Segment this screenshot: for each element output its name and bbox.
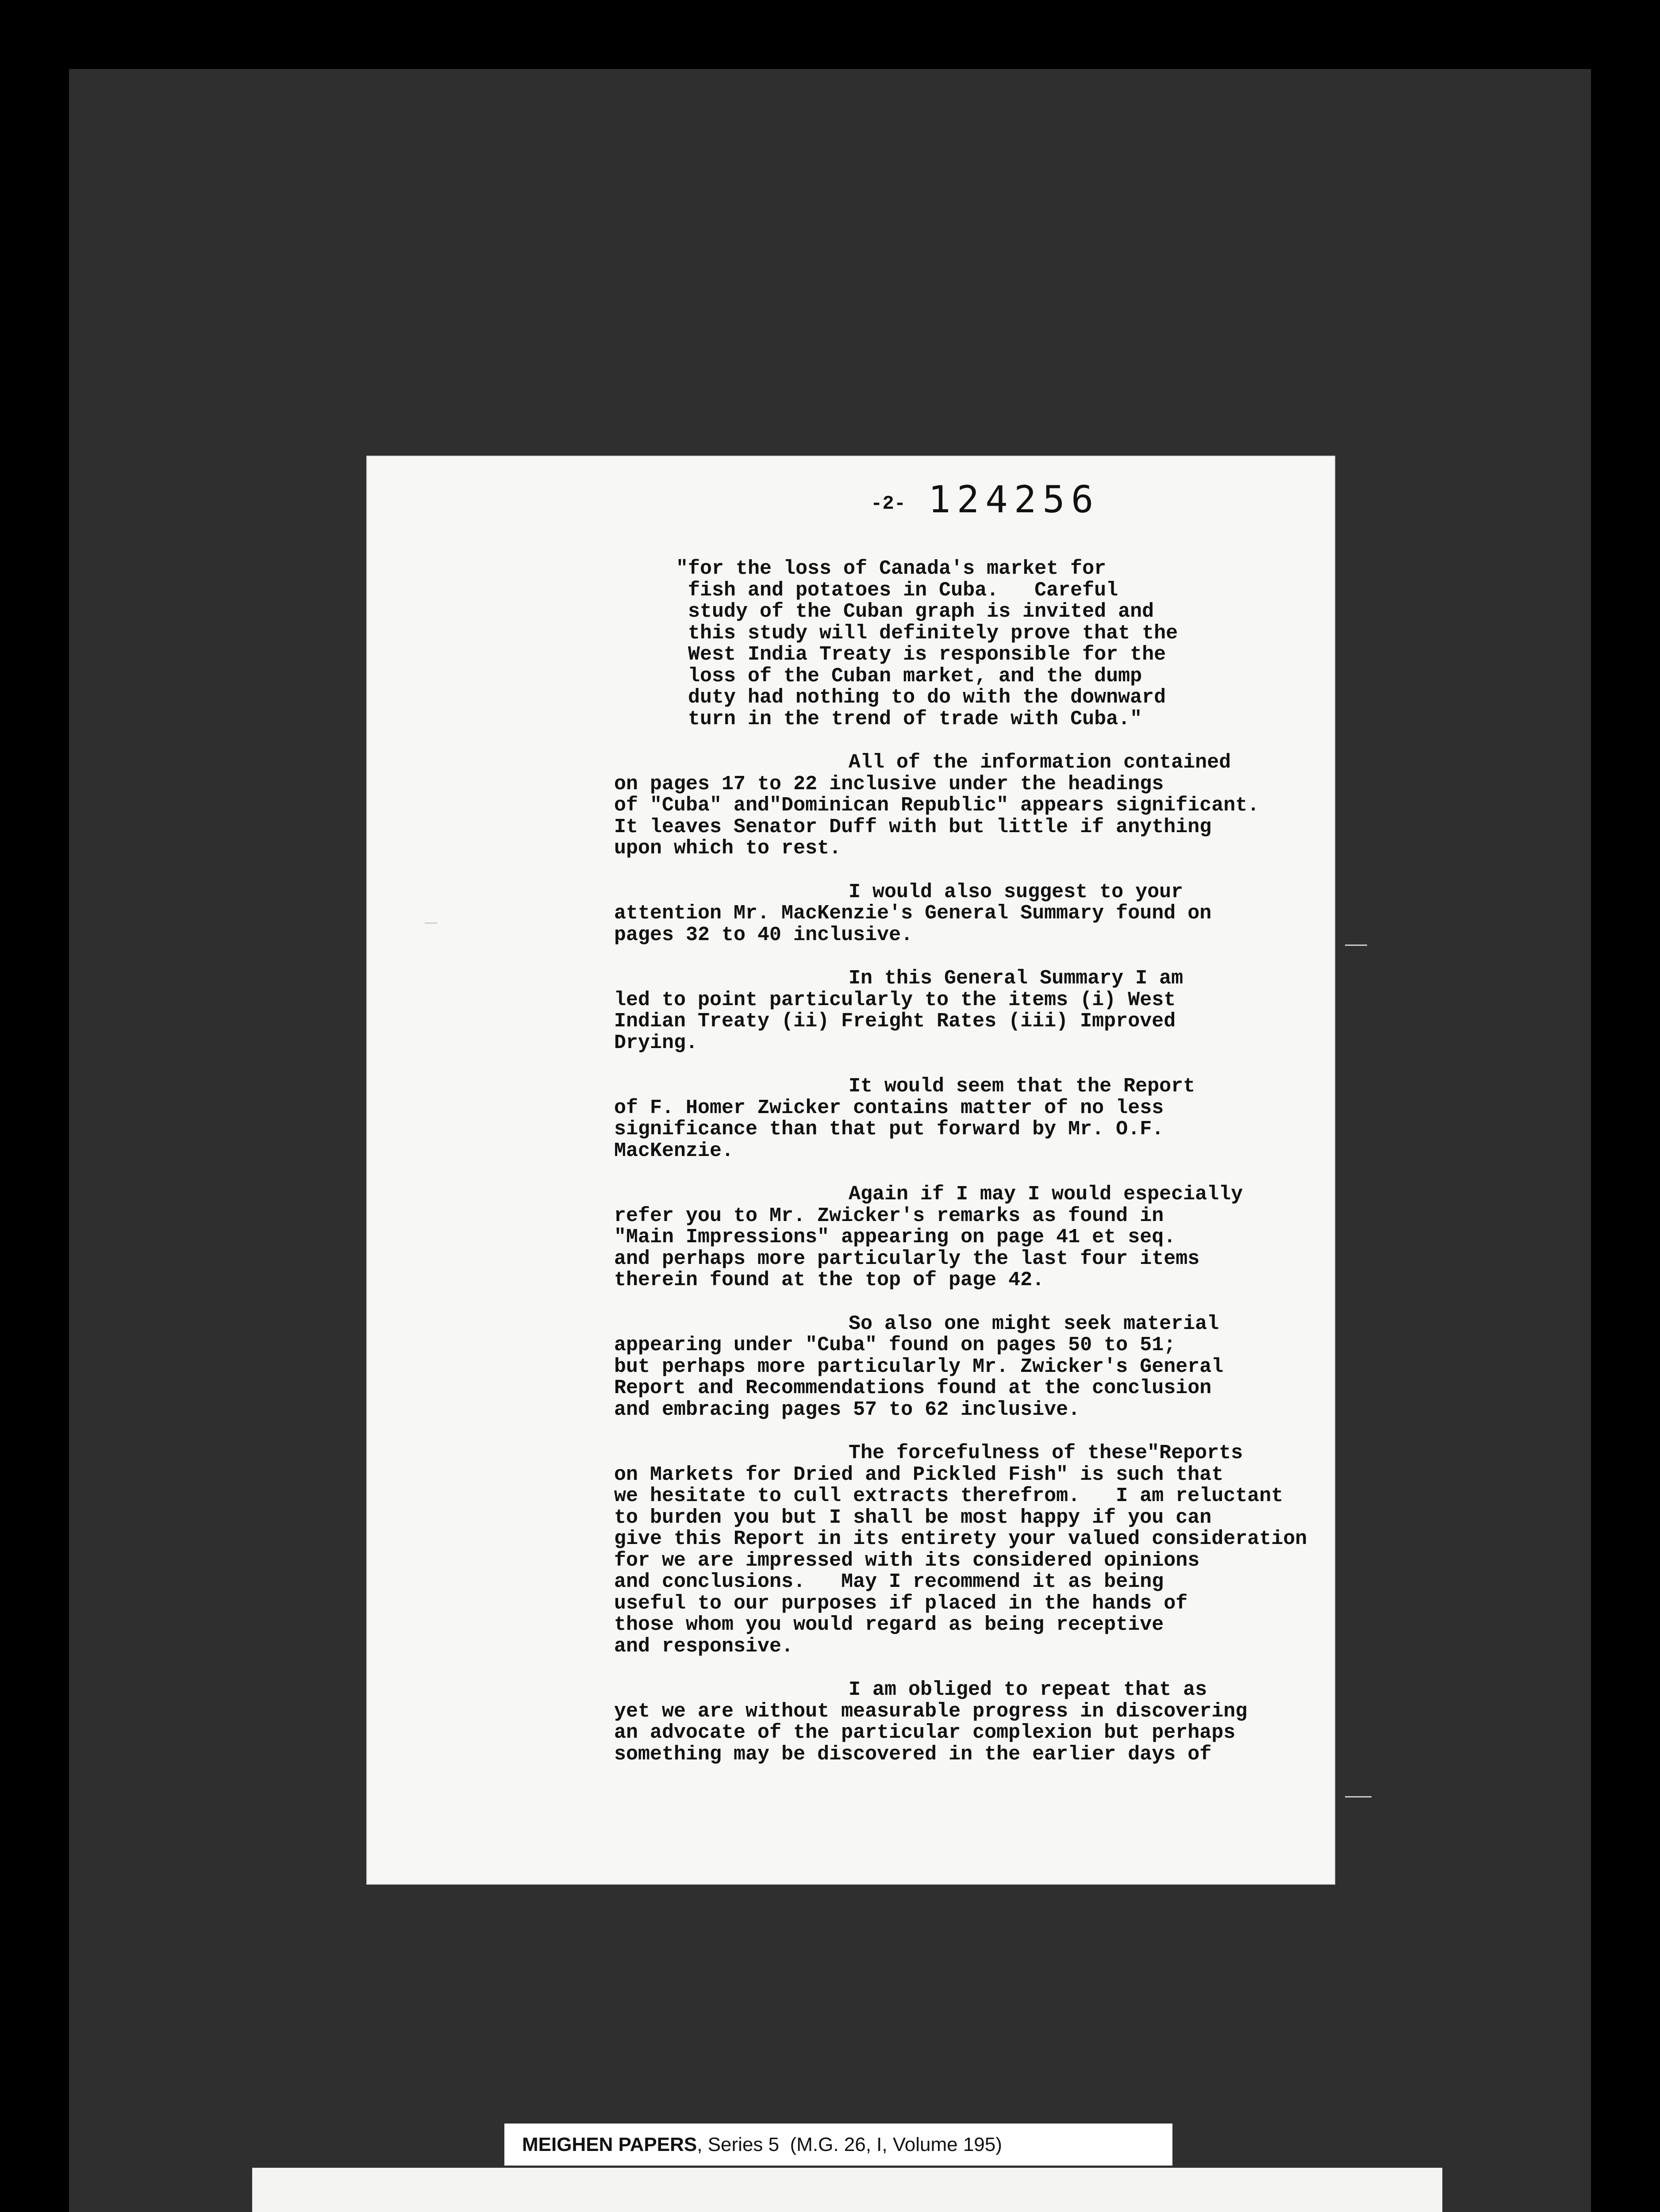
paragraph-line: appearing under "Cuba" found on pages 50 to 51; (614, 1334, 1176, 1356)
margin-mark (1345, 1796, 1372, 1797)
paragraph-line: and perhaps more particularly the last four items (614, 1248, 1200, 1270)
paragraph-line: to burden you but I shall be most happy if you can (614, 1506, 1212, 1529)
archives-label (252, 2168, 1442, 2212)
paragraph-line: something may be discovered in the earlier days of (614, 1743, 1212, 1766)
document-page (366, 456, 1335, 1885)
paragraph-line: those whom you would regard as being receptive (614, 1613, 1164, 1636)
margin-mark (425, 922, 437, 924)
paragraph-line: therein found at the top of page 42. (614, 1269, 1045, 1291)
paragraph-first-line: I would also suggest to your (849, 881, 1184, 903)
paragraph-line: upon which to rest. (614, 837, 842, 860)
paragraph-line: for we are impressed with its considered opinions (614, 1549, 1200, 1572)
paragraph-first-line: In this General Summary I am (849, 967, 1184, 990)
paragraph-line: led to point particularly to the items (i) West (614, 989, 1176, 1011)
series-number: , Series 5 (697, 2134, 780, 2155)
quoted-passage-line: fish and potatoes in Cuba. Careful (676, 579, 1118, 602)
paragraph-line: an advocate of the particular complexion but perhaps (614, 1721, 1236, 1744)
document-stamp-number: 124256 (928, 478, 1100, 521)
quoted-passage-line: this study will definitely prove that the (676, 622, 1178, 645)
volume-reference: (M.G. 26, I, Volume 195) (790, 2134, 1002, 2155)
quoted-passage-line: "for the loss of Canada's market for (676, 557, 1107, 580)
paragraph-first-line: All of the information contained (849, 751, 1231, 774)
paragraph-line: significance than that put forward by Mr. O.F. (614, 1118, 1164, 1141)
paragraph-line: of "Cuba" and"Dominican Republic" appears significant. (614, 794, 1260, 817)
paragraph-line: Report and Recommendations found at the conclusion (614, 1377, 1212, 1399)
paragraph-line: we hesitate to cull extracts therefrom. I am reluctant (614, 1485, 1283, 1507)
paragraph-line: give this Report in its entirety your valued consideration (614, 1528, 1307, 1550)
paragraph-first-line: Again if I may I would especially (849, 1183, 1243, 1206)
paragraph-line: yet we are without measurable progress in discovering (614, 1700, 1248, 1723)
paragraph-line: on pages 17 to 22 inclusive under the headings (614, 773, 1164, 795)
quoted-passage-line: study of the Cuban graph is invited and (676, 600, 1154, 623)
paragraph-line: attention Mr. MacKenzie's General Summary found on (614, 902, 1212, 925)
paragraph-line: pages 32 to 40 inclusive. (614, 924, 913, 946)
series-label (504, 2124, 1172, 2166)
page-number: -2- (871, 493, 906, 515)
paragraph-first-line: I am obliged to repeat that as (849, 1678, 1207, 1701)
paragraph-line: and responsive. (614, 1635, 794, 1658)
paragraph-line: but perhaps more particularly Mr. Zwicker's General (614, 1356, 1224, 1378)
paragraph-line: useful to our purposes if placed in the hands of (614, 1592, 1188, 1615)
margin-mark (1345, 945, 1367, 946)
paragraph-line: of F. Homer Zwicker contains matter of no less (614, 1097, 1164, 1119)
paragraph-first-line: So also one might seek material (849, 1313, 1219, 1335)
paragraph-first-line: The forcefulness of these"Reports (849, 1442, 1243, 1464)
collection-name: MEIGHEN PAPERS (522, 2134, 697, 2155)
quoted-passage-line: turn in the trend of trade with Cuba." (676, 708, 1142, 730)
paragraph-line: and conclusions. May I recommend it as being (614, 1571, 1164, 1593)
page-header (871, 478, 1136, 531)
paragraph-line: on Markets for Dried and Pickled Fish" is such that (614, 1463, 1224, 1486)
paragraph-line: It leaves Senator Duff with but little if anything (614, 816, 1212, 838)
quoted-passage-line: loss of the Cuban market, and the dump (676, 665, 1142, 687)
paragraph-line: Indian Treaty (ii) Freight Rates (iii) Improved (614, 1010, 1176, 1033)
paragraph-line: "Main Impressions" appearing on page 41 et seq. (614, 1226, 1176, 1248)
quoted-passage-line: West India Treaty is responsible for the (676, 643, 1166, 666)
paragraph-first-line: It would seem that the Report (849, 1075, 1195, 1098)
paragraph-line: and embracing pages 57 to 62 inclusive. (614, 1398, 1080, 1421)
paragraph-line: Drying. (614, 1032, 698, 1054)
paragraph-line: refer you to Mr. Zwicker's remarks as found in (614, 1205, 1164, 1227)
quoted-passage-line: duty had nothing to do with the downward (676, 686, 1166, 709)
paragraph-line: MacKenzie. (614, 1140, 734, 1162)
